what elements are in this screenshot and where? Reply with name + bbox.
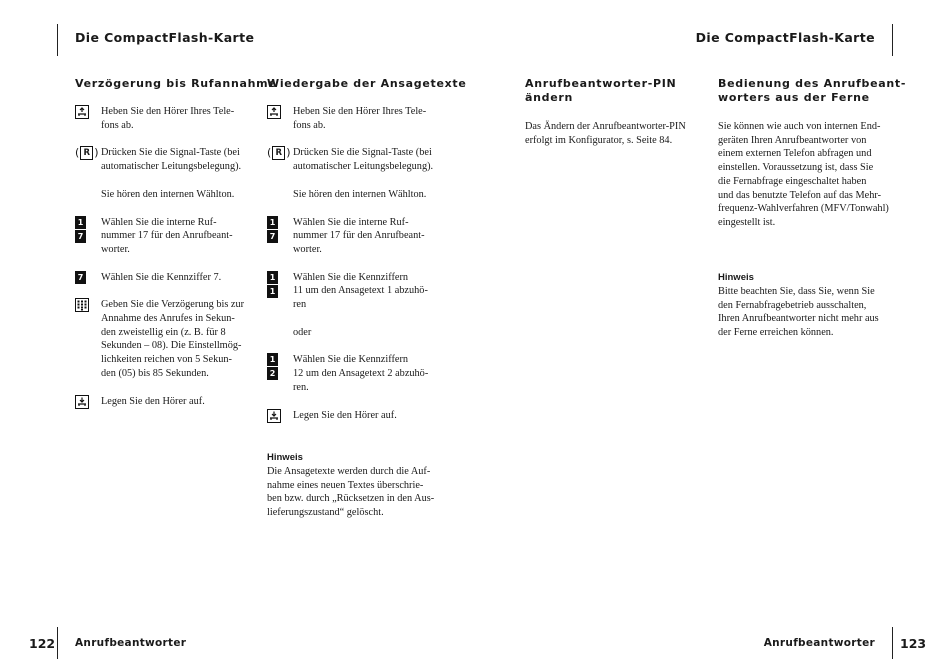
step-or: oder xyxy=(293,326,312,338)
right-page-footer: Anrufbeantworter xyxy=(763,637,875,649)
right-header-rule xyxy=(892,24,893,56)
left-header-rule xyxy=(57,24,58,56)
step-lift-handset: Heben Sie den Hörer Ihres Tele- fons ab. xyxy=(75,105,250,132)
right-footer-rule xyxy=(892,627,893,659)
step-hang-up: Legen Sie den Hörer auf. xyxy=(267,409,442,423)
step-dial-internal-17: 1 7 Wählen Sie die interne Ruf- nummer 17 für den Anrufbeant- worter. xyxy=(267,216,442,257)
digit-keys-icon: 1 1 xyxy=(267,271,278,299)
section-text-remote: Sie können wie auch von internen End- geräten Ihren Anrufbeantworter von einem externen Telefon abfragen und einstellen. Voraussetzung ist, dass Sie die Fernabfrage eingeschaltet haben und das benutzte Telefon auf das Mehr- frequenz-Wahlverfahren (MFV/Tonwahl) eingestellt ist. xyxy=(718,121,889,228)
left-page-footer: Anrufbeantworter xyxy=(75,637,187,649)
digit-keys-icon: 1 7 xyxy=(75,216,86,244)
left-page-number: 122 xyxy=(29,636,56,651)
handset-hang-up-icon xyxy=(267,409,281,428)
handset-lift-icon xyxy=(75,105,89,124)
step-signal-key: ( R ) Drücken Sie die Signal-Taste (bei automatischer Leitungsbelegung). xyxy=(267,146,434,173)
section-title-remote: Bedienung des Anrufbeant- worters aus der Ferne xyxy=(718,77,907,104)
keypad-icon xyxy=(75,298,89,317)
step-signal-key: ( R ) Drücken Sie die Signal-Taste (bei automatischer Leitungsbelegung). xyxy=(75,146,242,173)
right-page-header: Die CompactFlash-Karte xyxy=(695,30,875,45)
note-text-playback: Die Ansagetexte werden durch die Auf- nahme eines neuen Textes überschrie- ben bzw. durch „Rücksetzen in den Aus- lieferungszustand“ gelöscht. xyxy=(267,466,435,519)
step-dial-code-11: 1 1 Wählen Sie die Kennziffern 11 um den Ansagetext 1 abzuhö- ren xyxy=(267,271,442,312)
step-dial-code-7: 7 Wählen Sie die Kennziffer 7. xyxy=(75,271,250,285)
step-hang-up: Legen Sie den Hörer auf. xyxy=(75,395,250,409)
step-dial-tone: Sie hören den internen Wählton. xyxy=(293,188,427,200)
left-page-header: Die CompactFlash-Karte xyxy=(75,30,255,45)
section-title-playback: Wiedergabe der Ansagetexte xyxy=(267,77,467,90)
digit-key-icon: 7 xyxy=(75,271,86,285)
section-title-pin: Anrufbeantworter-PIN ändern xyxy=(525,77,677,104)
r-key-icon: ( R ) xyxy=(75,146,99,160)
note-text-remote: Bitte beachten Sie, dass Sie, wenn Sie den Fernabfragebetrieb ausschalten, Ihren Anrufbeantworter nicht mehr aus der Ferne erreichen können. xyxy=(718,286,879,339)
step-dial-internal-17: 1 7 Wählen Sie die interne Ruf- nummer 17 für den Anrufbeant- worter. xyxy=(75,216,250,257)
note-title-remote: Hinweis xyxy=(718,272,754,283)
section-title-delay: Verzögerung bis Rufannahme xyxy=(75,77,277,90)
handset-hang-up-icon xyxy=(75,395,89,414)
left-footer-rule xyxy=(57,627,58,659)
right-page-number: 123 xyxy=(900,636,927,651)
step-dial-tone: Sie hören den internen Wählton. xyxy=(101,188,235,200)
section-text-pin: Das Ändern der Anrufbeantworter-PIN erfolgt im Konfigurator, s. Seite 84. xyxy=(525,121,686,146)
note-title-playback: Hinweis xyxy=(267,452,303,463)
r-key-icon: ( R ) xyxy=(267,146,291,160)
digit-keys-icon: 1 7 xyxy=(267,216,278,244)
step-enter-delay: Geben Sie die Verzögerung bis zur Annahme des Anrufes in Sekun- den zweistellig ein (z. B. für 8 Sekunden – 08). Die Einstellmög- lichkeiten reichen von 5 Sekun- den (05) bis 85 Sekunden. xyxy=(75,298,250,380)
handset-lift-icon xyxy=(267,105,281,124)
step-dial-code-12: 1 2 Wählen Sie die Kennziffern 12 um den Ansagetext 2 abzuhö- ren. xyxy=(267,353,442,394)
column-playback-steps xyxy=(267,105,442,422)
digit-keys-icon: 1 2 xyxy=(267,353,278,381)
step-lift-handset: Heben Sie den Hörer Ihres Tele- fons ab. xyxy=(267,105,442,132)
column-delay-steps xyxy=(75,105,250,408)
